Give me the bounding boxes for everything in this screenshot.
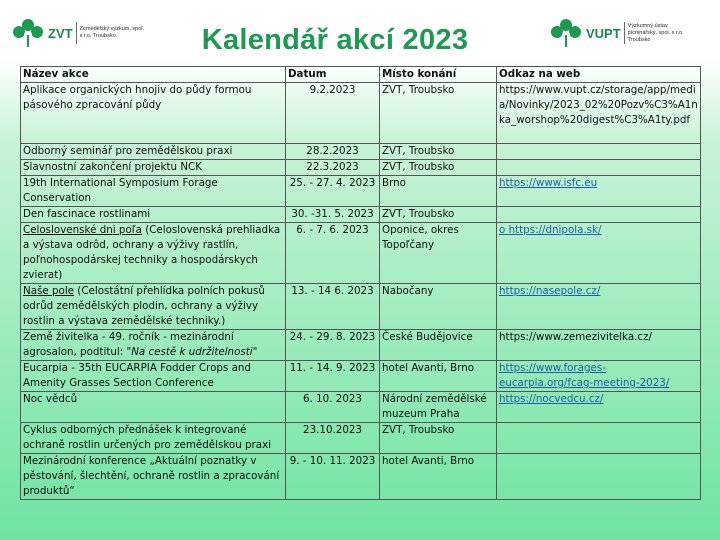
event-link [497, 423, 701, 454]
event-date: 9. - 10. 11. 2023 [286, 454, 380, 500]
event-name: Eucarpia - 35th EUCARPIA Fodder Crops and Amenity Grasses Section Conference [21, 361, 286, 392]
event-place: ZVT, Troubsko [380, 423, 497, 454]
event-date: 13. - 14 6. 2023 [286, 284, 380, 330]
event-link[interactable]: https://nasepole.cz/ [497, 284, 701, 330]
table-header-row [21, 67, 701, 83]
event-place: ZVT, Troubsko [380, 83, 497, 144]
vupt-logo [548, 18, 696, 48]
event-link[interactable]: https://www.forages-eucarpia.org/fcag-meeting-2023/ [497, 361, 701, 392]
event-date: 6. - 7. 6. 2023 [286, 223, 380, 284]
zvt-abbr: ZVT [48, 25, 73, 41]
event-date: 11. - 14. 9. 2023 [286, 361, 380, 392]
event-name-subtitle: Na cestě k udržitelnosti [131, 346, 253, 358]
event-name: Cyklus odborných přednášek k integrované ochraně rostlin určených pro zemědělskou praxi [21, 423, 286, 454]
event-name: Odborný seminář pro zemědělskou praxi [21, 144, 286, 160]
event-place: Oponice, okres Topoľčany [380, 223, 497, 284]
event-link[interactable]: o https://dnipola.sk/ [497, 223, 701, 284]
event-name [21, 223, 286, 284]
event-link [497, 144, 701, 160]
event-link [497, 207, 701, 223]
event-place: Národní zemědělské muzeum Praha [380, 392, 497, 423]
page-title: Kalendář akcí 2023 [201, 24, 469, 56]
event-link [497, 160, 701, 176]
event-date: 30. -31. 5. 2023 [286, 207, 380, 223]
event-place: České Budějovice [380, 330, 497, 361]
event-name: Noc vědců [21, 392, 286, 423]
event-name-detail: (Celoslovenská prehliadka a výstava odrôd, ochrany a výživy rastlín, poľnohospodárskej techniky a hospodárskych zvierat) [23, 224, 281, 281]
event-link[interactable] [497, 83, 701, 144]
event-date: 24. - 29. 8. 2023 [286, 330, 380, 361]
event-place: Nabočany [380, 284, 497, 330]
event-link[interactable]: https://www.zemezivitelka.cz/ [497, 330, 701, 361]
column-header-place: Místo konání [380, 67, 497, 83]
event-link [497, 454, 701, 500]
event-name: 19th International Symposium Forage Conservation [21, 176, 286, 207]
table-row [21, 392, 701, 423]
table-row [21, 454, 701, 500]
event-place: ZVT, Troubsko [380, 207, 497, 223]
events-table [20, 66, 701, 500]
event-name: Den fascinace rostlinami [21, 207, 286, 223]
event-link[interactable]: https://nocvedcu.cz/ [497, 392, 701, 423]
event-date: 22.3.2023 [286, 160, 380, 176]
event-name-end: " [252, 346, 258, 358]
event-name-main[interactable]: Celoslovenské dni poľa [23, 224, 142, 236]
event-place: hotel Avanti, Brno [380, 361, 497, 392]
table-row [21, 423, 701, 454]
event-link-text[interactable]: https://www.vupt.cz/storage/app/media/Novinky/2023_02%20Pozv%C3%A1nka_worshop%20digest%C3%A1ty.pdf [499, 84, 698, 126]
event-date: 23.10.2023 [286, 423, 380, 454]
event-name [21, 330, 286, 361]
zvt-company-name: Zemědělský výzkum, spol. s r.o. Troubsko [79, 26, 145, 39]
table-row [21, 361, 701, 392]
table-row [21, 330, 701, 361]
event-link[interactable]: https://www.isfc.eu [497, 176, 701, 207]
vupt-abbr: VUPT [586, 25, 621, 41]
table-row [21, 83, 701, 144]
event-place: hotel Avanti, Brno [380, 454, 497, 500]
event-date: 28.2.2023 [286, 144, 380, 160]
header [0, 0, 720, 66]
column-header-name: Název akce [21, 67, 286, 83]
clover-icon [548, 18, 584, 48]
event-name [21, 284, 286, 330]
vupt-company-name: Výzkumný ústav pícninářský, spol. s r.o. Troubsko [627, 22, 684, 43]
event-name: Mezinárodní konference „Aktuální poznatky v pěstování, šlechtění, ochraně rostlin a zpracování produktů“ [21, 454, 286, 500]
event-place: ZVT, Troubsko [380, 160, 497, 176]
event-name-detail: (Celostátní přehlídka polních pokusů odrůd zemědělských plodin, ochrany a výživy rostlin a výstava zemědělské techniky.) [23, 285, 265, 327]
table-row [21, 207, 701, 223]
table-row [21, 160, 701, 176]
table-row [21, 144, 701, 160]
event-date: 6. 10. 2023 [286, 392, 380, 423]
column-header-date: Datum [286, 67, 380, 83]
event-date: 25. - 27. 4. 2023 [286, 176, 380, 207]
event-name-main: Země živitelka - 49. ročník - mezinárodní agrosalon, podtitul: " [23, 331, 234, 358]
table-row [21, 223, 701, 284]
event-name-main[interactable]: Naše pole [23, 285, 75, 297]
logo-divider [624, 22, 625, 44]
event-place: ZVT, Troubsko [380, 144, 497, 160]
event-name: Aplikace organických hnojiv do půdy formou pásového zpracování půdy [21, 83, 286, 144]
table-row [21, 284, 701, 330]
column-header-link: Odkaz na web [497, 67, 701, 83]
event-date: 9.2.2023 [286, 83, 380, 144]
table-row [21, 176, 701, 207]
event-place: Brno [380, 176, 497, 207]
event-name: Slavnostní zakončení projektu NCK [21, 160, 286, 176]
